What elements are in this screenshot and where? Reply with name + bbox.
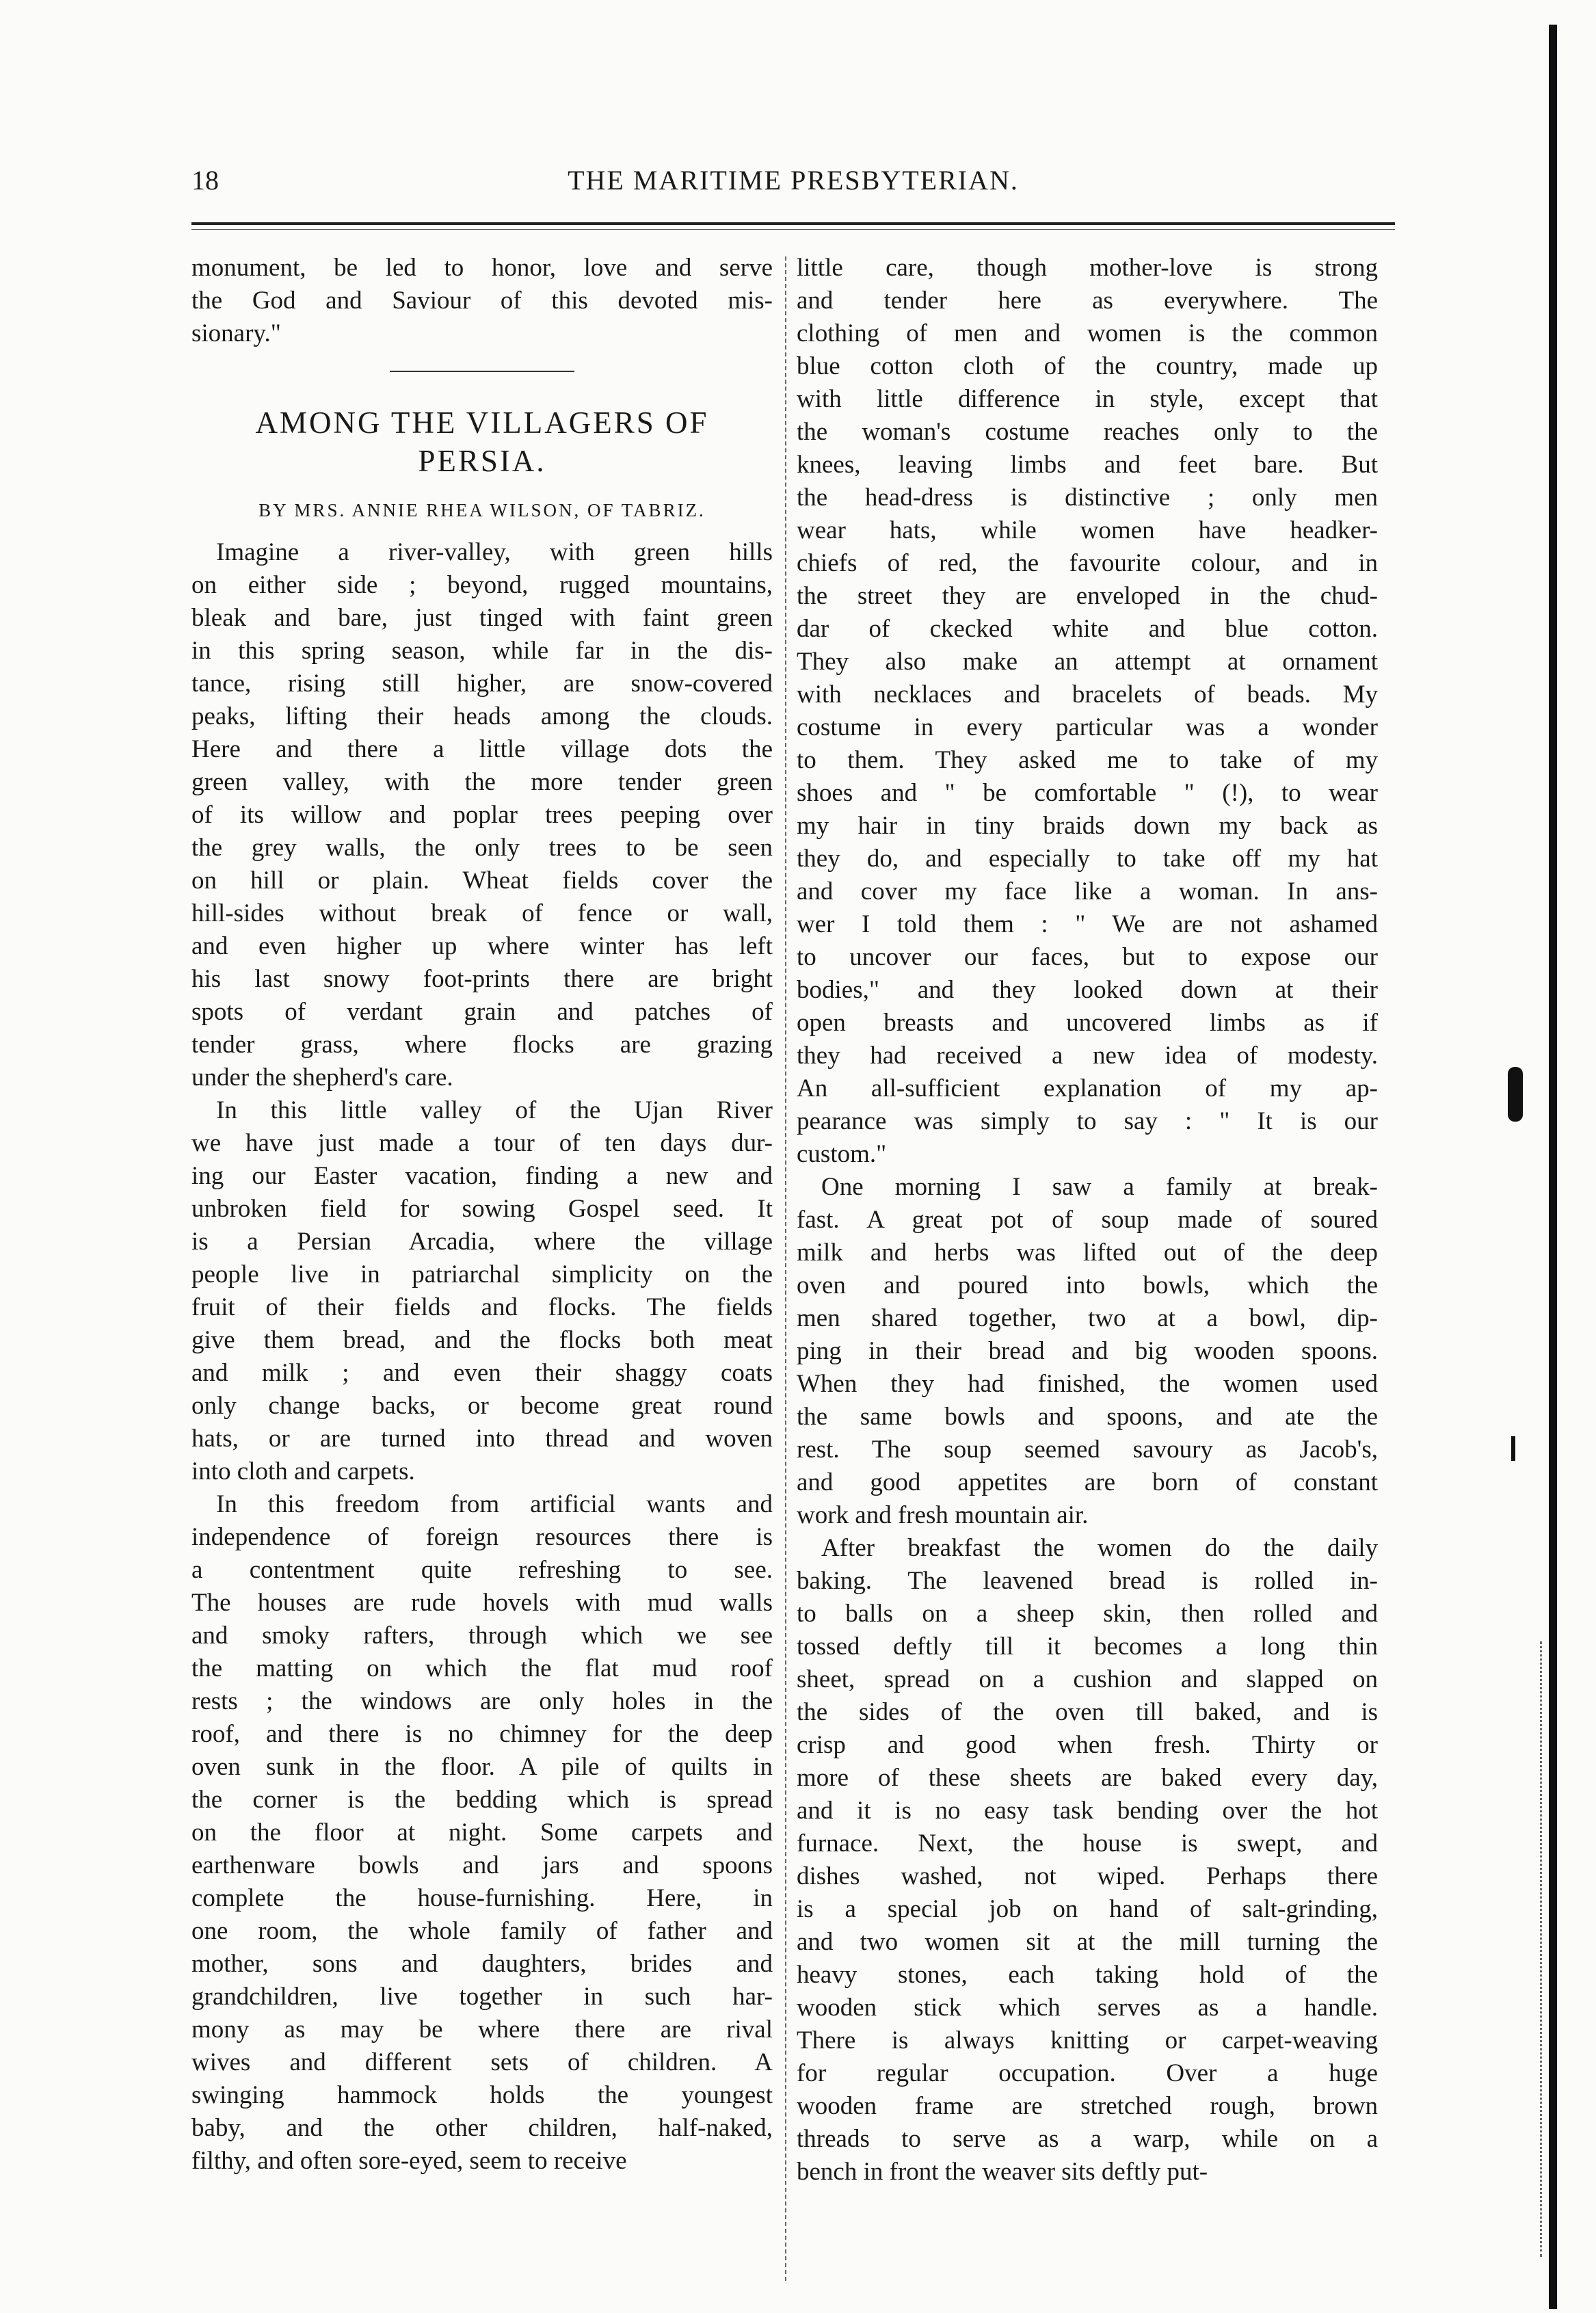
- text-line: wooden frame are stretched rough, brown: [797, 2092, 1378, 2120]
- text-line: wer I told them : " We are not ashamed: [797, 910, 1378, 938]
- text-line: and tender here as everywhere. The: [797, 287, 1378, 315]
- text-line: on hill or plain. Wheat fields cover the: [191, 867, 773, 895]
- paragraph: [191, 536, 773, 1094]
- text-line: into cloth and carpets.: [191, 1457, 415, 1485]
- text-line: and cover my face like a woman. In ans-: [797, 877, 1378, 906]
- paragraph: [191, 1488, 773, 2178]
- text-line: his last snowy foot-prints there are bright: [191, 965, 773, 993]
- text-line: with necklaces and bracelets of beads. My: [797, 680, 1378, 709]
- text-line: the grey walls, the only trees to be seen: [191, 834, 773, 862]
- article-title-line-2: PERSIA.: [418, 444, 546, 478]
- text-line: knees, leaving limbs and feet bare. But: [797, 451, 1378, 479]
- text-line: wives and different sets of children. A: [191, 2048, 773, 2076]
- right-column: [797, 252, 1378, 2189]
- text-line: monument, be led to honor, love and serve: [191, 254, 773, 282]
- header-rule: [191, 222, 1395, 225]
- text-line: the same bowls and spoons, and ate the: [797, 1403, 1378, 1431]
- text-line: oven and poured into bowls, which the: [797, 1271, 1378, 1299]
- text-line: dishes washed, not wiped. Perhaps there: [797, 1862, 1378, 1890]
- text-line: and two women sit at the mill turning the: [797, 1928, 1378, 1956]
- text-line: baking. The leavened bread is rolled in-: [797, 1567, 1378, 1595]
- text-line: the street they are enveloped in the chud-: [797, 582, 1378, 610]
- text-line: the God and Saviour of this devoted mis-: [191, 287, 773, 315]
- text-line: After breakfast the women do the daily: [821, 1534, 1378, 1562]
- text-line: oven sunk in the floor. A pile of quilts in: [191, 1753, 773, 1781]
- text-line: open breasts and uncovered limbs as if: [797, 1009, 1378, 1037]
- page-number: 18: [191, 165, 219, 196]
- text-line: The houses are rude hovels with mud walls: [191, 1589, 773, 1617]
- text-line: fruit of their fields and flocks. The fields: [191, 1293, 773, 1321]
- text-line: and smoky rafters, through which we see: [191, 1622, 773, 1650]
- text-line: swinging hammock holds the youngest: [191, 2081, 773, 2109]
- text-line: bench in front the weaver sits deftly put-: [797, 2158, 1208, 2186]
- article-body-right: [797, 252, 1378, 2189]
- text-line: heavy stones, each taking hold of the: [797, 1961, 1378, 1989]
- text-line: hats, or are turned into thread and woven: [191, 1425, 773, 1453]
- text-line: the head-dress is distinctive ; only men: [797, 484, 1378, 512]
- text-line: a contentment quite refreshing to see.: [191, 1556, 773, 1584]
- text-line: is a Persian Arcadia, where the village: [191, 1228, 773, 1256]
- text-line: under the shepherd's care.: [191, 1063, 453, 1092]
- column-divider: [785, 256, 786, 2281]
- text-line: roof, and there is no chimney for the deep: [191, 1720, 773, 1748]
- text-line: clothing of men and women is the common: [797, 319, 1378, 347]
- article-heading: [191, 404, 773, 480]
- text-line: they do, and especially to take off my hat: [797, 845, 1378, 873]
- text-line: baby, and the other children, half-naked,: [191, 2114, 773, 2142]
- text-line: sionary.": [191, 319, 281, 347]
- text-line: and good appetites are born of constant: [797, 1468, 1378, 1496]
- text-line: blue cotton cloth of the country, made up: [797, 352, 1378, 380]
- running-header: [191, 164, 1395, 205]
- text-line: There is always knitting or carpet-weaving: [797, 2026, 1378, 2054]
- text-line: spots of verdant grain and patches of: [191, 998, 773, 1026]
- text-line: wooden stick which serves as a handle.: [797, 1994, 1378, 2022]
- text-line: unbroken field for sowing Gospel seed. It: [191, 1195, 773, 1223]
- header-rule-thin: [191, 229, 1395, 230]
- text-line: peaks, lifting their heads among the clouds.: [191, 702, 773, 730]
- text-line: mony as may be where there are rival: [191, 2015, 773, 2044]
- text-line: One morning I saw a family at break-: [821, 1173, 1378, 1201]
- text-line: give them bread, and the flocks both meat: [191, 1326, 773, 1354]
- page-edge-speckle: [1540, 1641, 1546, 2257]
- continuation-text: [191, 252, 773, 350]
- text-line: on the floor at night. Some carpets and: [191, 1819, 773, 1847]
- text-line: ping in their bread and big wooden spoons.: [797, 1337, 1378, 1365]
- text-line: furnace. Next, the house is swept, and: [797, 1829, 1378, 1858]
- text-line: the woman's costume reaches only to the: [797, 418, 1378, 446]
- text-line: to uncover our faces, but to expose our: [797, 943, 1378, 971]
- margin-ink-mark: [1511, 1436, 1515, 1461]
- text-line: costume in every particular was a wonder: [797, 713, 1378, 741]
- text-line: shoes and " be comfortable " (!), to wear: [797, 779, 1378, 807]
- text-line: the matting on which the flat mud roof: [191, 1654, 773, 1682]
- paragraph: [797, 1532, 1378, 2189]
- text-line: for regular occupation. Over a huge: [797, 2059, 1378, 2087]
- paragraph: [191, 1094, 773, 1488]
- text-line: men shared together, two at a bowl, dip-: [797, 1304, 1378, 1332]
- text-line: on either side ; beyond, rugged mountains,: [191, 571, 773, 599]
- text-line: more of these sheets are baked every day,: [797, 1764, 1378, 1792]
- text-line: with little difference in style, except that: [797, 385, 1378, 413]
- text-line: to balls on a sheep skin, then rolled and: [797, 1600, 1378, 1628]
- page-edge-binding: [1549, 25, 1557, 2309]
- text-line: mother, sons and daughters, brides and: [191, 1950, 773, 1978]
- text-line: chiefs of red, the favourite colour, and in: [797, 549, 1378, 577]
- text-line: fast. A great pot of soup made of soured: [797, 1206, 1378, 1234]
- text-line: tossed deftly till it becomes a long thin: [797, 1633, 1378, 1661]
- text-line: sheet, spread on a cushion and slapped on: [797, 1665, 1378, 1693]
- text-line: milk and herbs was lifted out of the deep: [797, 1239, 1378, 1267]
- text-line: dar of ckecked white and blue cotton.: [797, 615, 1378, 643]
- text-line: we have just made a tour of ten days dur-: [191, 1129, 773, 1157]
- text-line: filthy, and often sore-eyed, seem to receive: [191, 2147, 627, 2175]
- text-line: only change backs, or become great round: [191, 1392, 773, 1420]
- text-line: the sides of the oven till baked, and is: [797, 1698, 1378, 1726]
- text-line: bodies," and they looked down at their: [797, 976, 1378, 1004]
- margin-ink-blot: [1508, 1067, 1523, 1122]
- text-line: custom.": [797, 1140, 887, 1168]
- text-line: pearance was simply to say : " It is our: [797, 1107, 1378, 1135]
- article-body-left: [191, 536, 773, 2178]
- text-line: work and fresh mountain air.: [797, 1501, 1089, 1529]
- text-line: and even higher up where winter has left: [191, 932, 773, 960]
- text-line: Here and there a little village dots the: [191, 735, 773, 763]
- text-line: bleak and bare, just tinged with faint green: [191, 604, 773, 632]
- section-rule: [390, 371, 574, 372]
- text-line: green valley, with the more tender green: [191, 768, 773, 796]
- text-line: grandchildren, live together in such har-: [191, 1983, 773, 2011]
- text-line: to them. They asked me to take of my: [797, 746, 1378, 774]
- text-line: they had received a new idea of modesty.: [797, 1042, 1378, 1070]
- text-line: complete the house-furnishing. Here, in: [191, 1884, 773, 1912]
- text-line: tender grass, where flocks are grazing: [191, 1031, 773, 1059]
- text-line: of its willow and poplar trees peeping over: [191, 801, 773, 829]
- text-line: rest. The soup seemed savoury as Jacob's,: [797, 1436, 1378, 1464]
- text-line: In this little valley of the Ujan River: [216, 1096, 773, 1124]
- text-line: earthenware bowls and jars and spoons: [191, 1851, 773, 1879]
- article-byline: BY MRS. ANNIE RHEA WILSON, OF TABRIZ.: [258, 500, 706, 520]
- text-line: hill-sides without break of fence or wall,: [191, 899, 773, 927]
- text-line: is a special job on hand of salt-grinding,: [797, 1895, 1378, 1923]
- text-line: threads to serve as a warp, while on a: [797, 2125, 1378, 2153]
- text-line: wear hats, while women have headker-: [797, 516, 1378, 544]
- text-line: They also make an attempt at ornament: [797, 648, 1378, 676]
- text-line: little care, though mother-love is strong: [797, 254, 1378, 282]
- left-column: [191, 252, 773, 2178]
- text-line: and it is no easy task bending over the hot: [797, 1797, 1378, 1825]
- text-line: and milk ; and even their shaggy coats: [191, 1359, 773, 1387]
- text-line: in this spring season, while far in the dis-: [191, 637, 773, 665]
- text-line: rests ; the windows are only holes in the: [191, 1687, 773, 1715]
- text-line: When they had finished, the women used: [797, 1370, 1378, 1398]
- text-line: the corner is the bedding which is spread: [191, 1786, 773, 1814]
- journal-title: THE MARITIME PRESBYTERIAN.: [568, 165, 1019, 196]
- text-line: tance, rising still higher, are snow-covered: [191, 670, 773, 698]
- text-line: ing our Easter vacation, finding a new and: [191, 1162, 773, 1190]
- text-line: people live in patriarchal simplicity on the: [191, 1260, 773, 1288]
- text-line: In this freedom from artificial wants and: [216, 1490, 773, 1518]
- paragraph: [797, 252, 1378, 1171]
- text-line: crisp and good when fresh. Thirty or: [797, 1731, 1378, 1759]
- text-line: Imagine a river-valley, with green hills: [216, 538, 773, 566]
- paragraph: [797, 1171, 1378, 1532]
- text-line: one room, the whole family of father and: [191, 1917, 773, 1945]
- text-line: independence of foreign resources there is: [191, 1523, 773, 1551]
- text-line: An all-sufficient explanation of my ap-: [797, 1074, 1378, 1102]
- text-line: my hair in tiny braids down my back as: [797, 812, 1378, 840]
- article-title-line-1: AMONG THE VILLAGERS OF: [255, 406, 709, 440]
